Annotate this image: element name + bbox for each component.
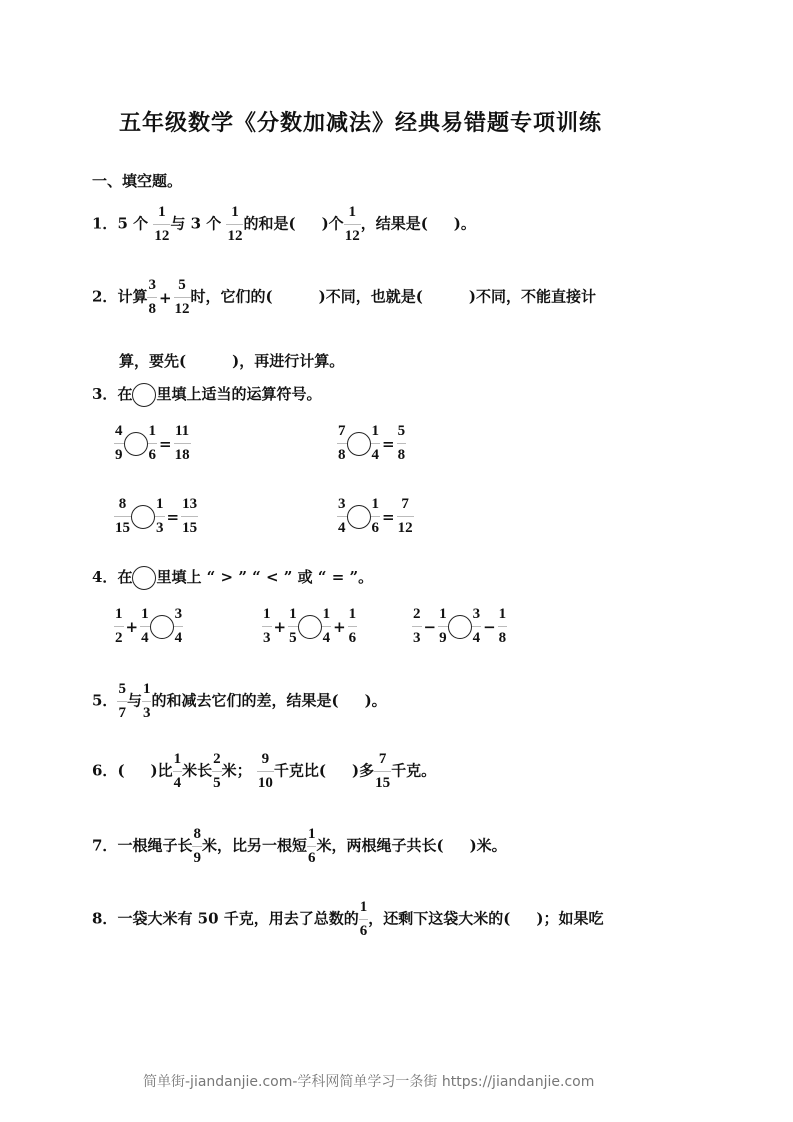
- fraction: [337, 497, 347, 536]
- denominator: 12: [344, 228, 360, 244]
- fraction: [114, 424, 124, 463]
- fraction: [174, 424, 191, 463]
- fraction: [337, 424, 347, 463]
- numerator: 8: [192, 827, 202, 847]
- text: 里填上适当的运算符号。: [156, 385, 322, 403]
- fraction: [140, 607, 150, 646]
- fraction: [148, 424, 158, 463]
- operator: =: [382, 434, 395, 453]
- fraction: [147, 278, 157, 317]
- text: 千克比(: [273, 761, 327, 780]
- denominator: 15: [115, 520, 130, 536]
- fraction: [192, 827, 202, 866]
- question-2-line-2: [119, 350, 344, 371]
- numerator: 1: [344, 205, 361, 225]
- numerator: 1: [288, 607, 298, 627]
- q3-item-4: [337, 497, 414, 536]
- numerator: 2: [412, 607, 422, 627]
- denominator: 12: [397, 520, 413, 536]
- question-number: 8．: [92, 909, 118, 928]
- denominator: 12: [174, 301, 190, 317]
- question-number: 5．: [92, 691, 118, 710]
- numerator: 5: [117, 682, 127, 702]
- denominator: 5: [213, 775, 221, 791]
- denominator: 3: [413, 630, 421, 646]
- fraction: [114, 607, 124, 646]
- text: 时，它们的(: [190, 287, 273, 306]
- text: )，再进行计算。: [232, 352, 345, 370]
- question-number: 7．: [92, 836, 118, 855]
- text: )不同，不能直接计: [468, 287, 596, 306]
- section-heading: 一、填空题。: [92, 172, 183, 190]
- denominator: 8: [148, 301, 156, 317]
- text: (: [117, 761, 125, 780]
- text: 千克。: [391, 761, 437, 780]
- fraction: [174, 278, 191, 317]
- text: )；如果吃: [536, 909, 604, 928]
- numerator: 11: [174, 424, 191, 444]
- question-number: 4．: [92, 568, 118, 586]
- operator: +: [333, 617, 346, 636]
- fraction: [153, 205, 170, 244]
- operator: +: [158, 288, 172, 307]
- denominator: 4: [338, 520, 346, 536]
- text: 米，两根绳子共长(: [316, 836, 444, 855]
- numerator: 1: [322, 607, 332, 627]
- numerator: 1: [140, 607, 150, 627]
- page-title: 五年级数学《分数加减法》经典易错题专项训练: [119, 110, 603, 136]
- denominator: 4: [174, 630, 183, 646]
- fraction: [155, 497, 165, 536]
- text: 的和是(: [243, 214, 296, 233]
- denominator: 9: [193, 850, 201, 866]
- numerator: 2: [212, 752, 222, 772]
- fraction: [374, 752, 391, 791]
- numerator: 1: [359, 900, 369, 920]
- question-number: 6．: [92, 761, 118, 780]
- question-3: [92, 383, 321, 407]
- denominator: 9: [439, 630, 447, 646]
- denominator: 4: [173, 775, 182, 791]
- denominator: 3: [142, 705, 151, 721]
- denominator: 15: [375, 775, 391, 791]
- numerator: 1: [173, 752, 183, 772]
- numerator: 5: [174, 278, 191, 298]
- footer-watermark: 简单街-jiandanjie.com-学科网简单学习一条街 https://jiandanjie.com: [143, 1074, 595, 1090]
- fraction: [412, 607, 422, 646]
- answer-circle[interactable]: [448, 615, 472, 639]
- text: )个: [321, 214, 344, 233]
- denominator: 4: [371, 447, 379, 463]
- denominator: 4: [472, 630, 481, 646]
- denominator: 2: [115, 630, 123, 646]
- numerator: 3: [472, 607, 482, 627]
- operator: =: [166, 507, 180, 526]
- text: 与 3 个: [170, 214, 222, 233]
- question-4: [92, 566, 373, 590]
- text: 算，要先(: [119, 352, 187, 370]
- denominator: 7: [118, 705, 126, 721]
- denominator: 3: [156, 520, 164, 536]
- text: 的和减去它们的差，结果是(: [151, 691, 339, 710]
- fraction: [359, 900, 369, 939]
- text: 米，比另一根短: [201, 836, 307, 855]
- denominator: 12: [227, 228, 243, 244]
- denominator: 10: [257, 775, 273, 791]
- text: 米；: [221, 761, 252, 780]
- operator: =: [159, 434, 172, 453]
- numerator: 1: [307, 827, 317, 847]
- numerator: 3: [147, 278, 157, 298]
- numerator: 1: [153, 205, 170, 225]
- q4-item-2: [262, 607, 357, 646]
- denominator: 3: [263, 630, 271, 646]
- question-number: 2．: [92, 287, 118, 306]
- answer-circle[interactable]: [132, 566, 156, 590]
- text: )。: [364, 691, 387, 710]
- q3-item-1: [114, 424, 191, 463]
- denominator: 8: [397, 447, 406, 463]
- numerator: 1: [148, 424, 158, 444]
- answer-circle[interactable]: [132, 383, 156, 407]
- denominator: 5: [289, 630, 297, 646]
- numerator: 4: [114, 424, 124, 444]
- fraction: [226, 205, 243, 244]
- denominator: 12: [154, 228, 170, 244]
- fraction: [371, 424, 381, 463]
- text: 5 个: [117, 214, 149, 233]
- fraction: [438, 607, 448, 646]
- fraction: [174, 607, 184, 646]
- text: )不同，也就是(: [318, 287, 423, 306]
- question-number: 1．: [92, 214, 118, 233]
- question-8: [92, 900, 603, 939]
- numerator: 13: [181, 497, 198, 517]
- question-2: [92, 278, 596, 317]
- answer-circle[interactable]: [298, 615, 322, 639]
- fraction: [181, 497, 198, 536]
- operator: +: [125, 617, 139, 636]
- answer-circle[interactable]: [124, 432, 148, 456]
- text: 在: [117, 568, 133, 586]
- text: 一袋大米有 50 千克，用去了总数的: [117, 909, 359, 928]
- q3-item-3: [114, 497, 198, 536]
- numerator: 7: [397, 497, 414, 517]
- text: 在: [117, 385, 133, 403]
- answer-circle[interactable]: [131, 505, 155, 529]
- fraction: [117, 682, 127, 721]
- operator: =: [382, 507, 395, 526]
- numerator: 1: [371, 497, 381, 517]
- text: )比: [150, 761, 173, 780]
- question-1: [92, 205, 476, 244]
- q4-item-1: [114, 607, 183, 646]
- q3-item-2: [337, 424, 406, 463]
- fraction: [262, 607, 272, 646]
- text: 计算: [117, 287, 148, 306]
- numerator: 1: [498, 607, 508, 627]
- denominator: 8: [498, 630, 507, 646]
- numerator: 1: [348, 607, 358, 627]
- numerator: 1: [438, 607, 448, 627]
- text: )多: [352, 761, 375, 780]
- numerator: 3: [337, 497, 347, 517]
- numerator: 5: [397, 424, 407, 444]
- text: 与: [126, 691, 142, 710]
- numerator: 1: [371, 424, 381, 444]
- text: 里填上 “ > ” “ < ” 或 “ = ”。: [156, 568, 374, 586]
- denominator: 18: [174, 447, 190, 463]
- operator: −: [423, 617, 437, 636]
- q4-item-3: [412, 607, 507, 646]
- denominator: 15: [182, 520, 198, 536]
- numerator: 8: [114, 497, 131, 517]
- numerator: 7: [337, 424, 347, 444]
- fraction: [344, 205, 361, 244]
- fraction: [472, 607, 482, 646]
- denominator: 6: [148, 447, 156, 463]
- numerator: 1: [142, 682, 152, 702]
- fraction: [498, 607, 508, 646]
- numerator: 1: [114, 607, 124, 627]
- text: 一根绳子长: [117, 836, 193, 855]
- fraction: [348, 607, 358, 646]
- numerator: 1: [155, 497, 165, 517]
- numerator: 1: [262, 607, 272, 627]
- fraction: [397, 497, 414, 536]
- fraction: [212, 752, 222, 791]
- text: ，结果是(: [360, 214, 428, 233]
- fraction: [288, 607, 298, 646]
- text: 米长: [182, 761, 213, 780]
- text: ，还剩下这袋大米的(: [368, 909, 511, 928]
- numerator: 9: [257, 752, 274, 772]
- fraction: [397, 424, 407, 463]
- operator: −: [483, 617, 496, 636]
- numerator: 3: [174, 607, 184, 627]
- denominator: 6: [307, 850, 316, 866]
- denominator: 6: [359, 923, 368, 939]
- denominator: 6: [348, 630, 357, 646]
- question-6: [92, 752, 436, 791]
- fraction: [173, 752, 183, 791]
- denominator: 9: [115, 447, 123, 463]
- numerator: 1: [226, 205, 243, 225]
- denominator: 6: [371, 520, 379, 536]
- text: )米。: [469, 836, 507, 855]
- answer-circle[interactable]: [150, 615, 174, 639]
- denominator: 4: [322, 630, 331, 646]
- question-7: [92, 827, 507, 866]
- question-5: [92, 682, 387, 721]
- denominator: 4: [141, 630, 149, 646]
- numerator: 7: [374, 752, 391, 772]
- fraction: [322, 607, 332, 646]
- operator: +: [273, 617, 287, 636]
- answer-circle[interactable]: [347, 432, 371, 456]
- fraction: [257, 752, 274, 791]
- text: )。: [453, 214, 476, 233]
- fraction: [371, 497, 381, 536]
- answer-circle[interactable]: [347, 505, 371, 529]
- denominator: 8: [338, 447, 346, 463]
- question-number: 3．: [92, 385, 118, 403]
- fraction: [114, 497, 131, 536]
